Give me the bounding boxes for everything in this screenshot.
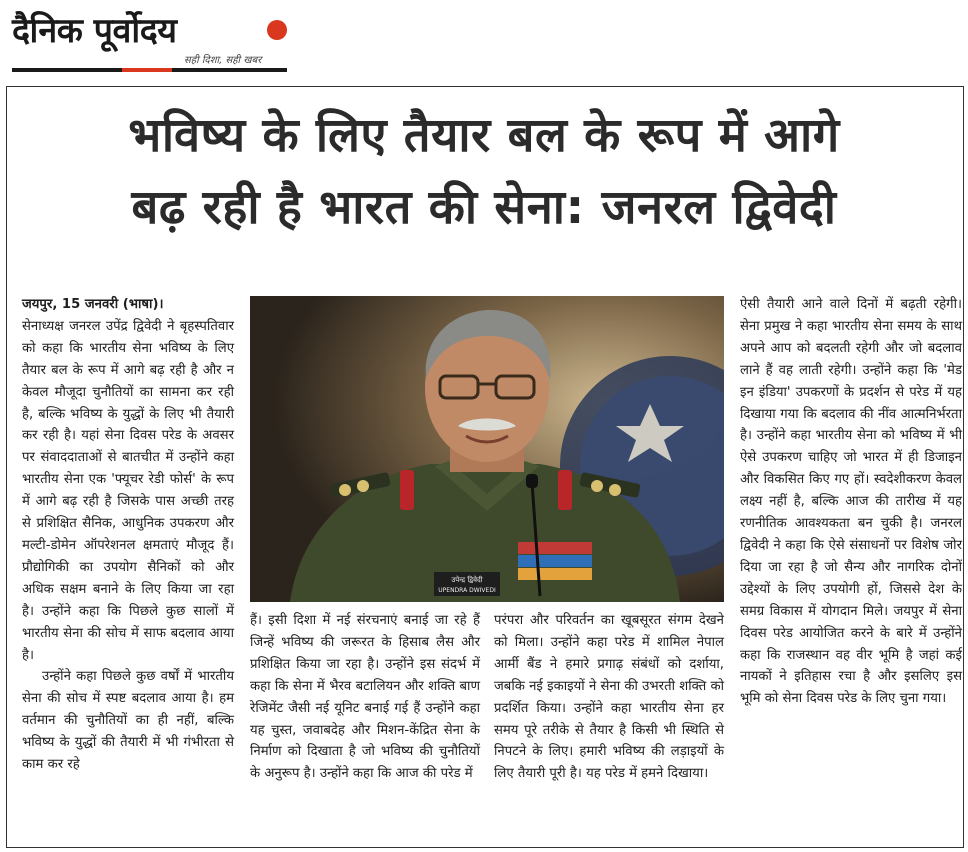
masthead <box>12 10 287 72</box>
nameplate-hindi: उपेन्द्र द्विवेदी <box>451 576 483 584</box>
nameplate-english: UPENDRA DWIVEDI <box>438 587 496 594</box>
headline-line-1: भविष्य के लिए तैयार बल के रूप में आगे <box>128 108 840 163</box>
article-column-1 <box>22 294 234 776</box>
masthead-rule <box>12 68 287 72</box>
column-1-paragraph-1: सेनाध्यक्ष जनरल उपेंद्र द्विवेदी ने बृहस्पतिवार को कहा कि भारतीय सेना भविष्य के लिए तैयार बल के रूप में आगे बढ़ रही है और न केवल मौजूदा चुनौतियों का सामना कर रही है, बल्कि भविष्य के युद्धों के लिए भी तैयारी कर रही है। यहां सेना दिवस परेड के अवसर पर संवाददाताओं से बातचीत में उन्होंने कहा भारतीय सेना एक 'फ्यूचर रेडी फोर्स' के रूप में आगे बढ़ रही है जिसके पास अच्छी तरह से प्रशिक्षित सैनिक, आधुनिक उपकरण और मल्टी-डोमेन ऑपरेशनल क्षमताएं मौजूद हैं। प्रौद्योगिकी का उपयोग सैनिकों को और अधिक सक्षम बनाने के लिए किया जा रहा है। उन्होंने कहा कि पिछले कुछ सालों में भारतीय सेना की सोच में साफ बदलाव आया है। <box>22 318 234 663</box>
masthead-sun-logo <box>267 20 287 40</box>
column-2-text: हैं। इसी दिशा में नई संरचनाएं बनाई जा रहे हैं जिन्हें भविष्य की जरूरत के हिसाब लैस और प्रशिक्षित किया जा रहा है। उन्होंने इस संदर्भ में कहा कि सेना में भैरव बटालियन और शक्ति बाण रेजिमेंट जैसी नई यूनिट बनाई गई हैं उन्होंने कहा यह चुस्त, जवाबदेह और मिशन-केंद्रित सेना के निर्माण को दिखाता है जो भविष्य की चुनौतियों के अनुरूप है। उन्होंने कहा कि आज की परेड में <box>250 613 480 782</box>
column-3-text: परंपरा और परिवर्तन का खूबसूरत संगम देखने को मिला। उन्होंने कहा परेड में शामिल नेपाल आर्मी बैंड ने हमारे प्रगाढ़ संबंधों को दर्शाया, जबकि नई इकाइयों ने सेना की उभरती शक्ति को प्रदर्शित किया। उन्होंने कहा भारतीय सेना हर समय पूरे तरीके से तैयार है किसी भी स्थिति से निपटने के लिए। हमारी भविष्य की लड़ाइयों के लिए तैयारी पूरी है। यह परेड में हमने दिखाया। <box>494 613 724 782</box>
article-column-4 <box>740 294 962 710</box>
article-column-2 <box>250 610 480 785</box>
article-column-3 <box>494 610 724 785</box>
general-dwivedi-photo <box>250 296 724 602</box>
photo-illustration <box>250 296 724 602</box>
headline-line-2: बढ़ रही है भारत की सेना: जनरल द्विवेदी <box>131 180 837 235</box>
column-1-paragraph-2: उन्होंने कहा पिछले कुछ वर्षों में भारतीय सेना की सोच में स्पष्ट बदलाव आया है। हम वर्तमान की चुनौतियों का ही नहीं, बल्कि भविष्य के युद्धों की तैयारी में भी गंभीरता से काम कर रहे <box>22 669 234 773</box>
newspaper-name: दैनिक पूर्वोदय <box>12 11 177 51</box>
newspaper-tagline: सही दिशा, सही खबर <box>184 55 262 66</box>
column-4-text: ऐसी तैयारी आने वाले दिनों में बढ़ती रहेगी। सेना प्रमुख ने कहा भारतीय सेना समय के साथ अपने आप को बदलती रहेगी और जो बदलाव लाने हैं वह लाती रहेगी। उन्होंने कहा कि 'मेड इन इंडिया' उपकरणों के प्रदर्शन से परेड में यह दिखाया गया कि बदलाव की नींव आत्मनिर्भरता है। उन्होंने कहा भारतीय सेना को भविष्य में भी ऐसे उपकरण चाहिए जो भारत में ही डिजाइन और विकसित किए गए हों। स्वदेशीकरण केवल लक्ष्य नहीं है, बल्कि आज की तारीख में यह रणनीतिक आवश्यकता बन चुकी है। जनरल द्विवेदी ने कहा कि ऐसे संसाधनों पर विशेष जोर दिया जा रहा है जो सैन्य और नागरिक दोनों उद्देश्यों के लिए उपयोगी हों, जिससे देश के समग्र विकास में योगदान मिले। जयपुर में सेना दिवस परेड आयोजित करने के बारे में उन्होंने कहा कि राजस्थान वह वीर भूमि है जहां कई नायकों ने इतिहास रचा है और इसलिए इस भूमि को सेना दिवस परेड के लिए चुना गया। <box>740 297 962 707</box>
dateline: जयपुर, 15 जनवरी (भाषा)। <box>22 297 164 312</box>
article-headline <box>0 100 968 244</box>
